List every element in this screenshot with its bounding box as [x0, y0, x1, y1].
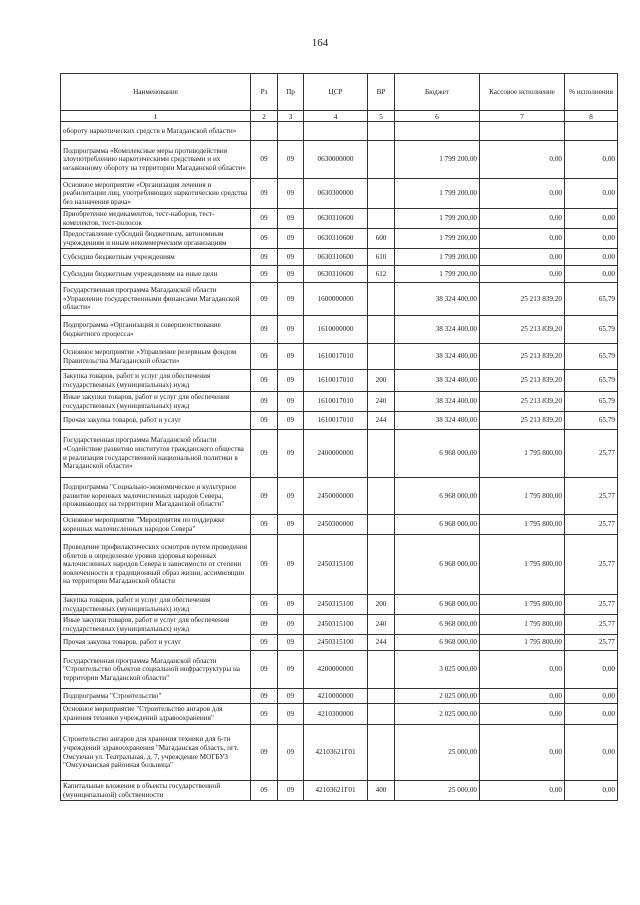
row-name: Государственная программа Магаданской области "Строительство объектов социальной инфраструктуры на территории Магаданской области"	[61, 651, 251, 689]
table-row	[61, 535, 618, 595]
row-budget: 6 968 000,00	[395, 535, 480, 595]
row-name: Основное мероприятие «Организация лечения и реабилитации лиц, употребляющих наркотические средства без назначения врача»	[61, 179, 251, 209]
row-csr: 2450315100	[304, 595, 368, 615]
row-pct: 0,00	[565, 141, 618, 179]
table-row	[61, 122, 618, 141]
header-vr: ВР	[368, 74, 395, 111]
row-vr: 240	[368, 615, 395, 635]
row-pr: 09	[278, 249, 304, 266]
row-vr	[368, 478, 395, 515]
row-pct: 0,00	[565, 689, 618, 704]
row-pct: 65,79	[565, 370, 618, 392]
row-pr: 09	[278, 283, 304, 316]
row-name: Иные закупки товаров, работ и услуг для обеспечения государственных (муниципальных) нужд	[61, 392, 251, 412]
table-row	[61, 615, 618, 635]
budget-table	[60, 73, 618, 801]
table-row	[61, 595, 618, 615]
row-cash: 0,00	[480, 689, 565, 704]
row-rz: 09	[251, 283, 278, 316]
row-vr: 200	[368, 370, 395, 392]
row-rz: 09	[251, 595, 278, 615]
row-csr: 2450315100	[304, 615, 368, 635]
row-vr: 610	[368, 249, 395, 266]
row-csr: 0630000000	[304, 141, 368, 179]
row-pct: 0,00	[565, 179, 618, 209]
row-rz: 09	[251, 704, 278, 725]
table-row	[61, 283, 618, 316]
column-number: 8	[565, 111, 618, 122]
row-pr: 09	[278, 179, 304, 209]
column-number: 3	[278, 111, 304, 122]
row-cash: 1 795 800,00	[480, 635, 565, 651]
row-budget: 38 324 400,00	[395, 370, 480, 392]
table-row	[61, 370, 618, 392]
row-pr: 09	[278, 689, 304, 704]
row-vr	[368, 179, 395, 209]
row-vr	[368, 725, 395, 781]
row-pct: 0,00	[565, 781, 618, 801]
table-row	[61, 209, 618, 229]
row-vr	[368, 535, 395, 595]
row-vr: 244	[368, 412, 395, 430]
row-budget	[395, 122, 480, 141]
row-csr: 42103621Г01	[304, 781, 368, 801]
table-row	[61, 515, 618, 535]
row-pct: 25,77	[565, 515, 618, 535]
table-row	[61, 725, 618, 781]
row-vr: 400	[368, 781, 395, 801]
row-pct: 0,00	[565, 209, 618, 229]
row-cash: 25 213 839,20	[480, 392, 565, 412]
row-rz: 09	[251, 635, 278, 651]
row-budget: 6 968 000,00	[395, 595, 480, 615]
header-budget: Бюджет	[395, 74, 480, 111]
row-vr	[368, 515, 395, 535]
row-vr	[368, 283, 395, 316]
row-budget: 38 324 400,00	[395, 412, 480, 430]
header-row	[61, 74, 618, 111]
row-vr	[368, 704, 395, 725]
row-budget: 38 324 400,00	[395, 316, 480, 344]
row-pr: 09	[278, 430, 304, 478]
row-cash: 1 795 800,00	[480, 595, 565, 615]
column-number: 2	[251, 111, 278, 122]
column-number: 5	[368, 111, 395, 122]
row-budget: 1 799 200,00	[395, 209, 480, 229]
row-rz: 09	[251, 615, 278, 635]
row-csr: 42103621Г01	[304, 725, 368, 781]
row-budget: 1 799 200,00	[395, 266, 480, 283]
row-rz: 09	[251, 229, 278, 249]
row-vr	[368, 430, 395, 478]
row-cash: 0,00	[480, 725, 565, 781]
row-csr: 1610017010	[304, 370, 368, 392]
row-pr: 09	[278, 595, 304, 615]
table-row	[61, 249, 618, 266]
row-pr: 09	[278, 266, 304, 283]
row-budget: 6 968 000,00	[395, 615, 480, 635]
row-pct: 0,00	[565, 266, 618, 283]
row-rz: 09	[251, 412, 278, 430]
row-pct: 0,00	[565, 651, 618, 689]
row-name: Капитальные вложения в объекты государственной (муниципальной) собственности	[61, 781, 251, 801]
row-vr	[368, 689, 395, 704]
header-csr: ЦСР	[304, 74, 368, 111]
row-pct: 65,79	[565, 392, 618, 412]
row-csr: 4210000000	[304, 689, 368, 704]
row-cash: 0,00	[480, 266, 565, 283]
row-csr: 4210300000	[304, 704, 368, 725]
row-cash: 1 795 800,00	[480, 615, 565, 635]
row-pr: 09	[278, 635, 304, 651]
row-rz	[251, 122, 278, 141]
row-pct: 25,77	[565, 635, 618, 651]
row-name: Предоставление субсидий бюджетным, автономным учреждениям и иным некоммерческим организациям	[61, 229, 251, 249]
table-row	[61, 651, 618, 689]
header-cash: Кассовое исполнение	[480, 74, 565, 111]
row-cash: 25 213 839,20	[480, 283, 565, 316]
row-cash: 0,00	[480, 209, 565, 229]
row-budget: 6 968 000,00	[395, 635, 480, 651]
row-pct	[565, 122, 618, 141]
column-number: 1	[61, 111, 251, 122]
row-rz: 09	[251, 141, 278, 179]
row-pct: 25,77	[565, 535, 618, 595]
table-row	[61, 689, 618, 704]
row-pr: 09	[278, 515, 304, 535]
row-vr	[368, 316, 395, 344]
row-pr: 09	[278, 651, 304, 689]
table-row	[61, 141, 618, 179]
row-name: Субсидии бюджетным учреждениям	[61, 249, 251, 266]
row-rz: 09	[251, 209, 278, 229]
row-name: Подпрограмма «Организация и совершенствование бюджетного процесса»	[61, 316, 251, 344]
column-number: 4	[304, 111, 368, 122]
row-vr	[368, 141, 395, 179]
header-pct: % исполнения	[565, 74, 618, 111]
row-pct: 65,79	[565, 412, 618, 430]
row-budget: 6 968 000,00	[395, 515, 480, 535]
row-name: Закупка товаров, работ и услуг для обеспечения государственных (муниципальных) нужд	[61, 370, 251, 392]
header-name: Наименование	[61, 74, 251, 111]
row-vr: 244	[368, 635, 395, 651]
row-rz: 09	[251, 725, 278, 781]
row-rz: 09	[251, 392, 278, 412]
header-rz: Рз	[251, 74, 278, 111]
table-row	[61, 430, 618, 478]
row-budget: 1 799 200,00	[395, 179, 480, 209]
row-name: Субсидии бюджетным учреждениям на иные цели	[61, 266, 251, 283]
row-name: Прочая закупка товаров, работ и услуг	[61, 635, 251, 651]
row-pct: 25,77	[565, 478, 618, 515]
row-csr	[304, 122, 368, 141]
row-pr: 09	[278, 344, 304, 370]
row-pr: 09	[278, 316, 304, 344]
row-name: Подпрограмма «Комплексные меры противодействия злоупотреблению наркотическими средствами и их незаконному обороту на территории Магаданской области»	[61, 141, 251, 179]
row-csr: 2450000000	[304, 478, 368, 515]
row-name: Основное мероприятие «Управление резервным фондом Правительства Магаданской области»	[61, 344, 251, 370]
row-budget: 38 324 400,00	[395, 344, 480, 370]
row-cash: 0,00	[480, 651, 565, 689]
row-pr: 09	[278, 392, 304, 412]
row-vr	[368, 209, 395, 229]
column-number: 6	[395, 111, 480, 122]
row-rz: 09	[251, 478, 278, 515]
row-budget: 1 799 200,00	[395, 229, 480, 249]
row-pct: 65,79	[565, 283, 618, 316]
table-row	[61, 344, 618, 370]
row-pct: 25,77	[565, 595, 618, 615]
table-row	[61, 229, 618, 249]
row-rz: 09	[251, 535, 278, 595]
row-pct: 0,00	[565, 229, 618, 249]
column-number: 7	[480, 111, 565, 122]
table-row	[61, 781, 618, 801]
row-budget: 3 025 000,00	[395, 651, 480, 689]
row-cash: 25 213 839,20	[480, 344, 565, 370]
row-csr: 1610000000	[304, 316, 368, 344]
row-csr: 2450315100	[304, 535, 368, 595]
row-pr	[278, 122, 304, 141]
row-rz: 09	[251, 430, 278, 478]
row-name: Основное мероприятие "Строительство ангаров для хранения техники учреждений здравоохранения"	[61, 704, 251, 725]
row-name: Подпрограмма "Строительство"	[61, 689, 251, 704]
row-budget: 2 025 000,00	[395, 689, 480, 704]
page-number: 164	[311, 37, 329, 49]
row-budget: 38 324 400,00	[395, 283, 480, 316]
table-row	[61, 392, 618, 412]
row-cash: 0,00	[480, 781, 565, 801]
row-cash: 0,00	[480, 229, 565, 249]
row-name: Государственная программа Магаданской области «Управление государственными финансами Магаданской области»	[61, 283, 251, 316]
row-rz: 09	[251, 344, 278, 370]
row-csr: 0630310600	[304, 266, 368, 283]
row-pct: 0,00	[565, 249, 618, 266]
row-vr: 240	[368, 392, 395, 412]
row-vr: 600	[368, 229, 395, 249]
row-csr: 0630310600	[304, 209, 368, 229]
row-name: Основное мероприятие "Мероприятия по поддержке коренных малочисленных народов Севера"	[61, 515, 251, 535]
row-name: Строительство ангаров для хранения техники для 6-ти учреждений здравоохранения "Магаданская область, пгт. Омсукчан ул. Театральная, д. 7, учреждение МОГБУЗ "Омсукчанская районная больница"	[61, 725, 251, 781]
row-cash: 1 795 800,00	[480, 535, 565, 595]
row-cash: 1 795 800,00	[480, 515, 565, 535]
row-csr: 1610017010	[304, 412, 368, 430]
table-row	[61, 704, 618, 725]
row-pr: 09	[278, 141, 304, 179]
table-row	[61, 478, 618, 515]
row-budget: 1 799 200,00	[395, 141, 480, 179]
row-name: Приобретение медикаментов, тест-наборов, тест-комплектов, тест-полосок	[61, 209, 251, 229]
row-csr: 1610017010	[304, 344, 368, 370]
row-pct: 65,79	[565, 344, 618, 370]
table-row	[61, 179, 618, 209]
row-budget: 1 799 200,00	[395, 249, 480, 266]
row-cash: 0,00	[480, 141, 565, 179]
row-rz: 09	[251, 316, 278, 344]
table-body	[61, 122, 618, 801]
row-rz: 09	[251, 249, 278, 266]
row-cash: 1 795 800,00	[480, 478, 565, 515]
row-name: Подпрограмма "Социально-экономическое и культурное развитие коренных малочисленных народов Севера, проживающих на территории Магаданской области"	[61, 478, 251, 515]
row-cash: 25 213 839,20	[480, 412, 565, 430]
row-vr	[368, 344, 395, 370]
row-pct: 0,00	[565, 725, 618, 781]
row-cash: 0,00	[480, 249, 565, 266]
row-name: Иные закупки товаров, работ и услуг для обеспечения государственных (муниципальных) нужд	[61, 615, 251, 635]
row-cash: 25 213 839,20	[480, 316, 565, 344]
row-budget: 25 000,00	[395, 781, 480, 801]
row-budget: 6 968 000,00	[395, 430, 480, 478]
row-pr: 09	[278, 229, 304, 249]
row-budget: 38 324 400,00	[395, 392, 480, 412]
table-row	[61, 266, 618, 283]
row-pr: 09	[278, 615, 304, 635]
row-cash: 1 795 800,00	[480, 430, 565, 478]
row-cash: 25 213 839,20	[480, 370, 565, 392]
row-csr: 2400000000	[304, 430, 368, 478]
row-pr: 09	[278, 725, 304, 781]
row-pr: 09	[278, 704, 304, 725]
column-number-row	[61, 111, 618, 122]
row-name: обороту наркотических средств в Магаданской области»	[61, 122, 251, 141]
row-csr: 0630310600	[304, 249, 368, 266]
table-row	[61, 412, 618, 430]
table-row	[61, 635, 618, 651]
row-rz: 09	[251, 179, 278, 209]
header-pr: Пр	[278, 74, 304, 111]
row-budget: 2 025 000,00	[395, 704, 480, 725]
row-vr: 200	[368, 595, 395, 615]
row-pct: 25,77	[565, 430, 618, 478]
row-rz: 09	[251, 651, 278, 689]
row-pr: 09	[278, 370, 304, 392]
row-csr: 0630300000	[304, 179, 368, 209]
row-vr: 612	[368, 266, 395, 283]
row-csr: 1610017010	[304, 392, 368, 412]
row-pct: 65,79	[565, 316, 618, 344]
row-rz: 09	[251, 515, 278, 535]
row-pr: 09	[278, 209, 304, 229]
row-pct: 25,77	[565, 615, 618, 635]
row-vr	[368, 651, 395, 689]
row-name: Проведение профилактических осмотров путем проведения облетов и определение уровня здоровья коренных малочисленных народов Севера в зависимости от степени вовлеченности в традиционный образ жизни, ассимиляции на территории Магаданской области	[61, 535, 251, 595]
table-row	[61, 316, 618, 344]
row-csr: 1600000000	[304, 283, 368, 316]
row-name: Закупка товаров, работ и услуг для обеспечения государственных (муниципальных) нужд	[61, 595, 251, 615]
row-rz: 09	[251, 689, 278, 704]
row-cash: 0,00	[480, 179, 565, 209]
row-csr: 2450300000	[304, 515, 368, 535]
row-pct: 0,00	[565, 704, 618, 725]
row-csr: 4200000000	[304, 651, 368, 689]
row-pr: 09	[278, 478, 304, 515]
row-cash: 0,00	[480, 704, 565, 725]
row-rz: 09	[251, 266, 278, 283]
row-csr: 2450315100	[304, 635, 368, 651]
row-pr: 09	[278, 412, 304, 430]
row-rz: 09	[251, 781, 278, 801]
row-pr: 09	[278, 535, 304, 595]
row-cash	[480, 122, 565, 141]
row-pr: 09	[278, 781, 304, 801]
row-csr: 0630310600	[304, 229, 368, 249]
row-rz: 09	[251, 370, 278, 392]
row-budget: 6 968 000,00	[395, 478, 480, 515]
row-name: Государственная программа Магаданской области «Содействие развитию институтов гражданского общества и реализация государственной национальной политики в Магаданской области»	[61, 430, 251, 478]
row-vr	[368, 122, 395, 141]
row-budget: 25 000,00	[395, 725, 480, 781]
row-name: Прочая закупка товаров, работ и услуг	[61, 412, 251, 430]
